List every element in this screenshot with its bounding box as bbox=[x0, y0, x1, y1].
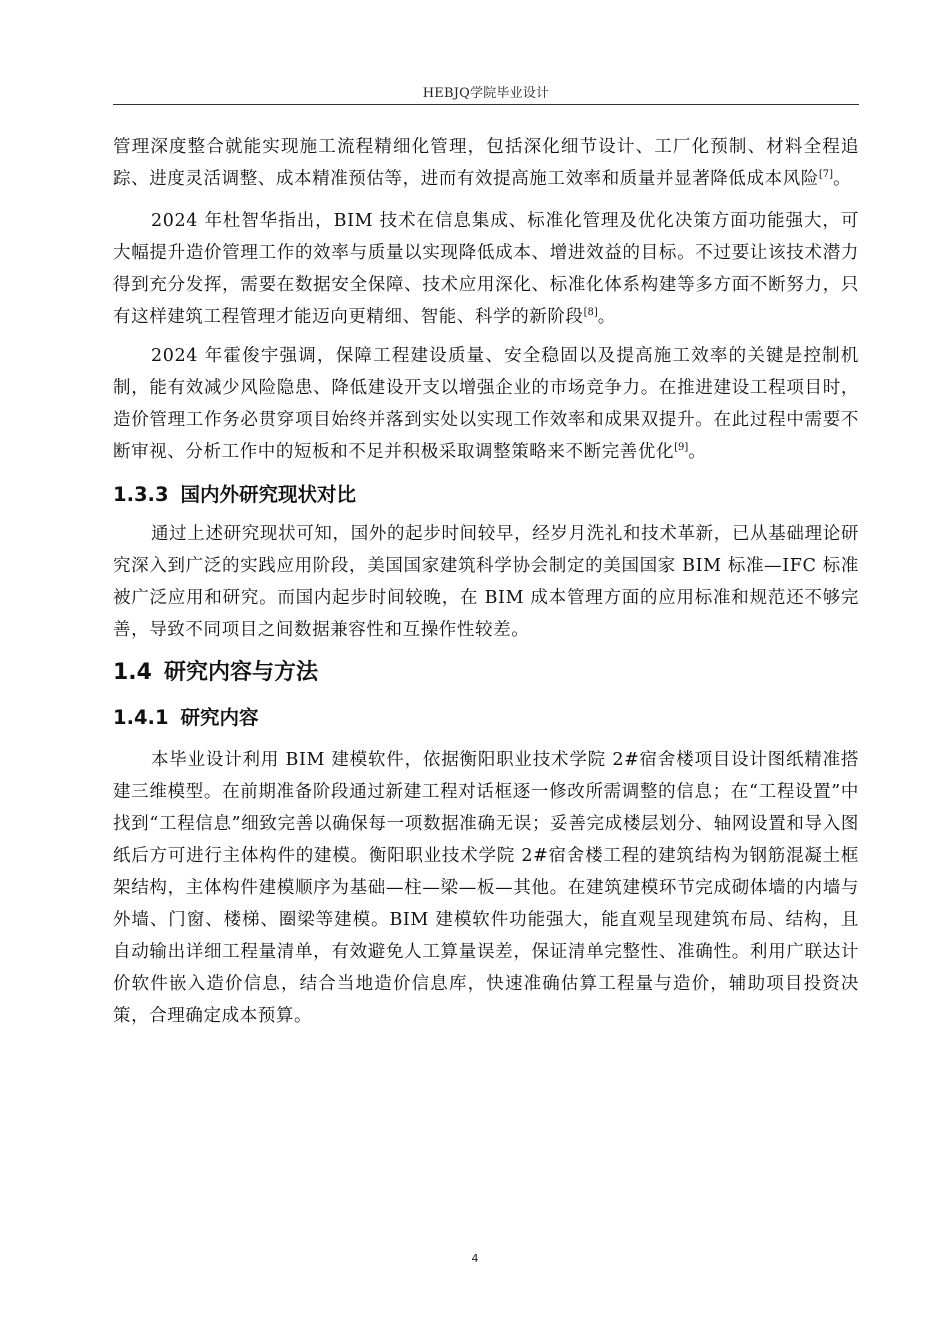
paragraph-continuation bbox=[113, 131, 859, 198]
header-rule bbox=[113, 104, 859, 105]
paragraph-tail: 。 bbox=[688, 442, 707, 462]
section-heading-1-4-1 bbox=[113, 704, 859, 732]
heading-title: 研究内容 bbox=[180, 706, 259, 729]
paragraph-huo-junyu bbox=[113, 340, 859, 471]
citation-8: [8] bbox=[583, 307, 598, 318]
citation-7: [7] bbox=[818, 169, 834, 180]
paragraph-text: 2024 年杜智华指出，BIM 技术在信息集成、标准化管理及优化决策方面功能强大，可大幅提升造价管理工作的效率与质量以实现降低成本、增进效益的目标。不过要让该技术潜力得到充分发挥，需要在数据安全保障、技术应用深化、标准化体系构建等多方面不断努力，只有这样建筑工程管理才能迈向更精细、智能、科学的新阶段 bbox=[113, 211, 859, 327]
heading-title: 国内外研究现状对比 bbox=[180, 483, 357, 506]
heading-title: 研究内容与方法 bbox=[163, 660, 318, 685]
paragraph-tail: 。 bbox=[833, 169, 852, 189]
paragraph-tail: 。 bbox=[597, 307, 616, 327]
page-header: HEBJQ学院毕业设计 bbox=[422, 86, 550, 101]
heading-number: 1.4.1 bbox=[113, 706, 169, 729]
paragraph-comparison: 通过上述研究现状可知，国外的起步时间较早，经岁月洗礼和技术革新，已从基础理论研究深入到广泛的实践应用阶段，美国国家建筑科学协会制定的美国国家 BIM 标准—IFC 标准被广泛应用和研究。而国内起步时间较晚，在 BIM 成本管理方面的应用标准和规范还不够完善，导致不同项目之间数据兼容性和互操作性较差。 bbox=[113, 524, 859, 640]
page-number: 4 bbox=[471, 1252, 479, 1265]
paragraph-text: 2024 年霍俊宇强调，保障工程建设质量、安全稳固以及提高施工效率的关键是控制机制，能有效减少风险隐患、降低建设开支以增强企业的市场竞争力。在推进建设工程项目时，造价管理工作务必贯穿项目始终并落到实处以实现工作效率和成果双提升。在此过程中需要不断审视、分析工作中的短板和不足并积极采取调整策略来不断完善优化 bbox=[113, 346, 859, 462]
paragraph-du-zhihua bbox=[113, 205, 859, 336]
heading-number: 1.3.3 bbox=[113, 483, 169, 506]
paragraph-research-content: 本毕业设计利用 BIM 建模软件，依据衡阳职业技术学院 2#宿舍楼项目设计图纸精准搭建三维模型。在前期准备阶段通过新建工程对话框逐一修改所需调整的信息；在“工程设置”中找到“工程信息”细致完善以确保每一项数据准确无误；妥善完成楼层划分、轴网设置和导入图纸后方可进行主体构件的建模。衡阳职业技术学院 2#宿舍楼工程的建筑结构为钢筋混凝土框架结构，主体构件建模顺序为基础—柱—梁—板—其他。在建筑建模环节完成砌体墙的内墙与外墙、门窗、楼梯、圈梁等建模。BIM 建模软件功能强大，能直观呈现建筑布局、结构，且自动输出详细工程量清单，有效避免人工算量误差，保证清单完整性、准确性。利用广联达计价软件嵌入造价信息，结合当地造价信息库，快速准确估算工程量与造价，辅助项目投资决策，合理确定成本预算。 bbox=[113, 750, 859, 1026]
paragraph-text: 管理深度整合就能实现施工流程精细化管理，包括深化细节设计、工厂化预制、材料全程追踪、进度灵活调整、成本精准预估等，进而有效提高施工效率和质量并显著降低成本风险 bbox=[113, 137, 859, 189]
page-content bbox=[113, 131, 859, 1032]
section-heading-1-3-3 bbox=[113, 481, 859, 509]
section-heading-1-4 bbox=[113, 658, 859, 688]
heading-number: 1.4 bbox=[113, 660, 152, 685]
citation-9: [9] bbox=[674, 442, 689, 453]
